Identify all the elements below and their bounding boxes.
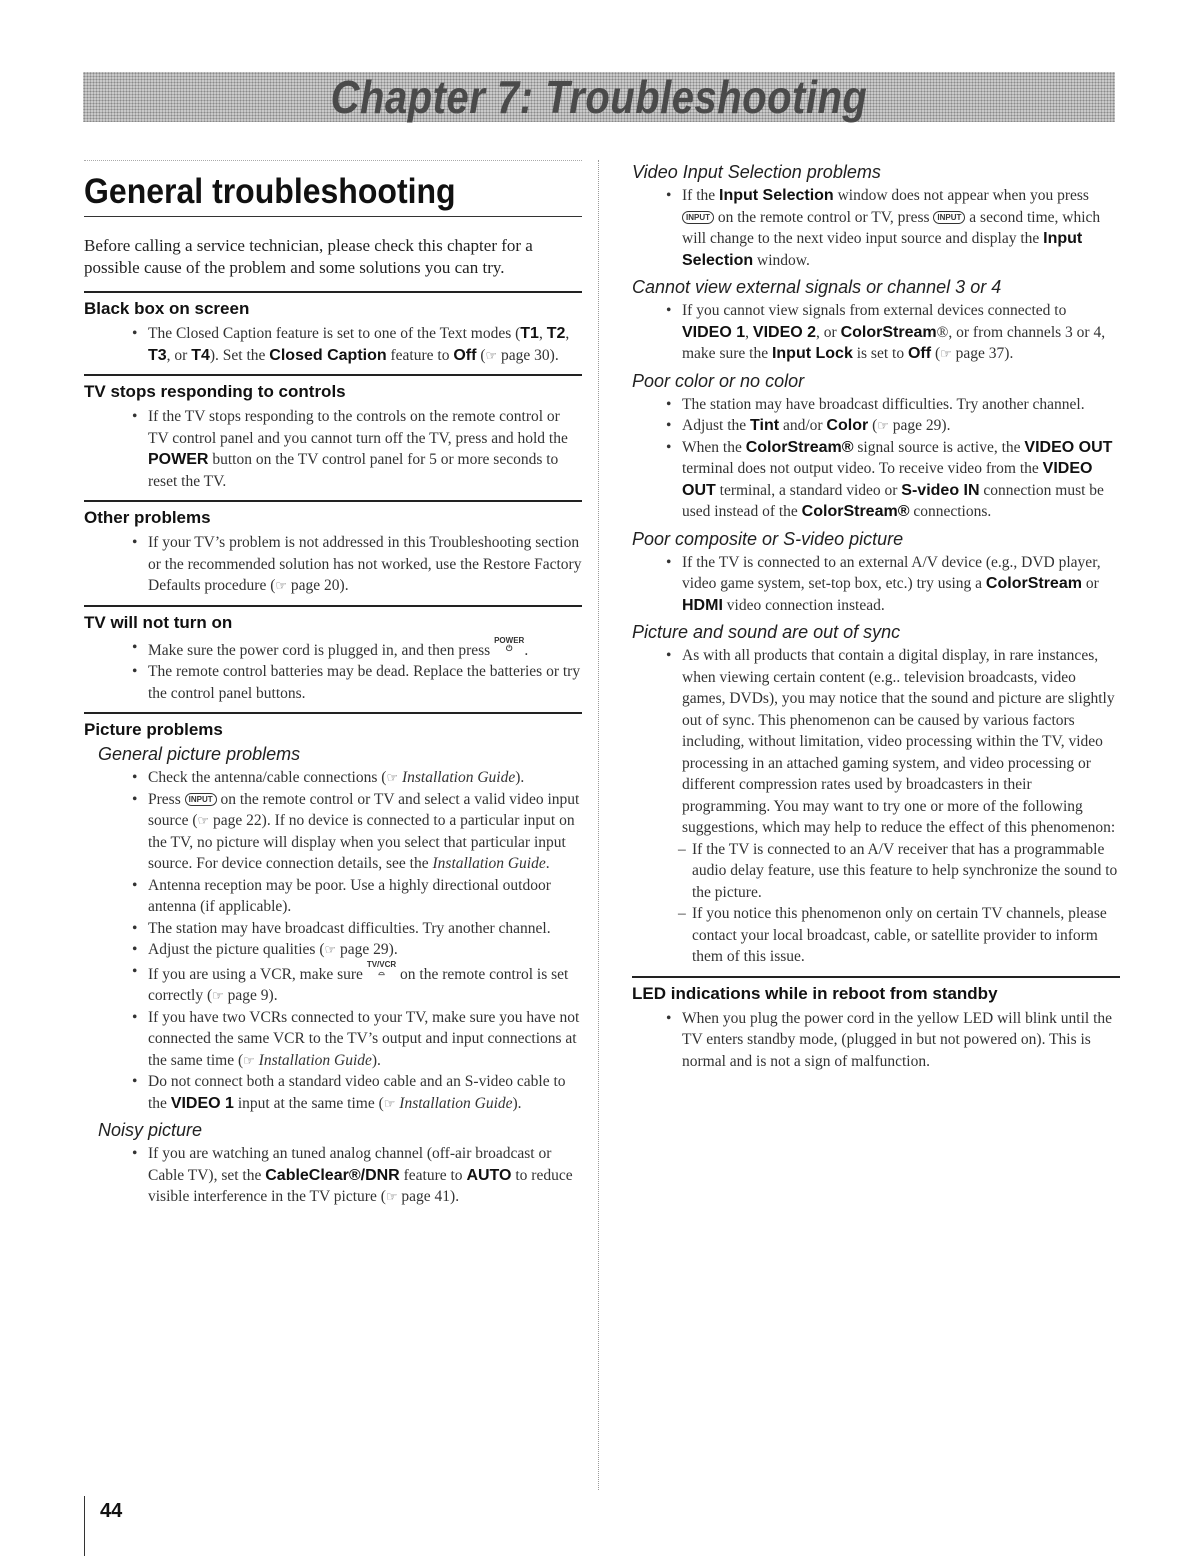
reference-icon: ☞: [243, 1052, 255, 1068]
bullet-list: [632, 185, 1120, 271]
list-item: • Make sure the power cord is plugged in, and then press POWER ⏻ .: [148, 637, 582, 662]
section-heading: TV stops responding to controls: [84, 374, 582, 402]
page-title: General troubleshooting: [84, 171, 456, 211]
list-item: • If the Input Selection window does not appear when you press INPUT on the remote control or TV, press INPUT a second time, which will change to the next video input source and display the Input Selection window.: [682, 185, 1120, 271]
input-button-icon: INPUT: [185, 793, 217, 806]
list-item: • Adjust the Tint and/or Color (☞ page 29).: [682, 415, 1120, 437]
power-button-icon: POWER ⏻: [494, 635, 525, 653]
list-item: • When the ColorStream® signal source is active, the VIDEO OUT terminal does not output video. To receive video from the VIDEO OUT terminal, a standard video or S-video IN connection must be used instead of the ColorStream® connections.: [682, 437, 1120, 523]
subheading: Noisy picture: [98, 1120, 203, 1140]
subheading: Cannot view external signals or channel 3 or 4: [632, 277, 1002, 297]
reference-icon: ☞: [485, 347, 498, 363]
reference-icon: ☞: [324, 942, 337, 957]
list-item: • Antenna reception may be poor. Use a highly directional outdoor antenna (if applicable).: [148, 875, 582, 918]
page-number: 44: [100, 1500, 123, 1522]
section-not-turn-on: [84, 605, 582, 705]
bullet-list: [84, 532, 582, 597]
list-item: • The station may have broadcast difficulties. Try another channel.: [682, 394, 1120, 416]
bullet-list: [84, 406, 582, 492]
subheading: Poor composite or S-video picture: [632, 528, 904, 549]
tvvcr-button-icon: TV/VCR ⌓: [366, 959, 397, 977]
bullet-list: [84, 1143, 582, 1208]
list-item: • As with all products that contain a digital display, in rare instances, when viewing certain content (e.g.. television broadcasts, video games, DVDs), you may notice that the sound and picture are slightly out of sync. This phenomenon can be caused by various factors including, without limitation, video processing within the TV, video processing in an attached gaming system, and video processing or different compression rates used by broadcasters in their programming. You may want to try one or more of the following suggestions, which may help to reduce the effect of this phenomenon:: [682, 645, 1120, 839]
column-divider: [598, 160, 599, 1490]
list-item: • If you are watching an tuned analog channel (off-air broadcast or Cable TV), set the CableClear®/DNR feature to AUTO to reduce visible interference in the TV picture (☞ page 41).: [148, 1143, 582, 1208]
bullet-list: [632, 552, 1120, 617]
reference-icon: ☞: [385, 1189, 398, 1204]
reference-icon: ☞: [275, 578, 288, 593]
list-item: • Check the antenna/cable connections (☞ Installation Guide).: [148, 767, 582, 789]
reference-icon: ☞: [386, 770, 399, 785]
list-item: • If you cannot view signals from external devices connected to VIDEO 1, VIDEO 2, or ColorStream®, or from channels 3 or 4, make sure the Input Lock is set to Off (☞ page 37).: [682, 300, 1120, 365]
reference-icon: ☞: [212, 988, 224, 1003]
bullet-list: [632, 394, 1120, 523]
reference-icon: ☞: [197, 813, 210, 828]
list-item: • The Closed Caption feature is set to one of the Text modes (T1, T2, T3, or T4). Set the Closed Caption feature to Off (☞ page 30).: [148, 323, 582, 366]
list-item: • If the TV is connected to an external A/V device (e.g., DVD player, video game system, set-top box, etc.) try using a ColorStream or HDMI video connection instead.: [682, 552, 1120, 617]
title-rule: [84, 216, 582, 217]
bullet-list: [84, 767, 582, 1114]
list-item: • If your TV’s problem is not addressed in this Troubleshooting section or the recommended solution has not worked, use the Restore Factory Defaults procedure (☞ page 20).: [148, 532, 582, 597]
right-column: [632, 160, 1120, 1078]
bullet-list: [632, 645, 1120, 968]
section-heading: Picture problems: [84, 712, 582, 740]
list-item: • If the TV stops responding to the controls on the remote control or TV control panel and you cannot turn off the TV, press and hold the POWER button on the TV control panel for 5 or more seconds to reset the TV.: [148, 406, 582, 492]
section-heading: Black box on screen: [84, 291, 582, 319]
intro-paragraph: Before calling a service technician, please check this chapter for a possible cause of the problem and some solutions you can try.: [84, 236, 533, 277]
list-item: • The station may have broadcast difficulties. Try another channel.: [148, 918, 582, 940]
list-item: • Adjust the picture qualities (☞ page 29).: [148, 939, 582, 961]
reference-icon: ☞: [877, 418, 889, 433]
reference-icon: ☞: [940, 346, 952, 361]
section-heading: TV will not turn on: [84, 605, 582, 633]
bullet-list: [84, 323, 582, 366]
left-column: [84, 160, 582, 1214]
subheading: Poor color or no color: [632, 370, 805, 391]
subheading: General picture problems: [98, 744, 301, 764]
subheading: Video Input Selection problems: [632, 162, 881, 182]
page-number-bar: [84, 1496, 85, 1556]
list-item: – If the TV is connected to an A/V receiver that has a programmable audio delay feature, use this feature to help synchronize the sound to the picture.: [692, 839, 1120, 904]
list-item: • If you are using a VCR, make sure TV/VCR ⌓ on the remote control is set correctly (☞ page 9).: [148, 961, 582, 1007]
section-black-box: [84, 291, 582, 366]
section-heading: LED indications while in reboot from standby: [632, 976, 1120, 1004]
bullet-list: [84, 637, 582, 705]
chapter-banner: [83, 72, 1115, 122]
list-item: • Press INPUT on the remote control or TV and select a valid video input source (☞ page 22). If no device is connected to a particular input on the TV, no picture will display when you select that particular input source. For device connection details, see the Installation Guide.: [148, 789, 582, 875]
chapter-title: Chapter 7: Troubleshooting: [330, 72, 868, 124]
section-picture: [84, 712, 582, 1208]
top-rule: [84, 160, 582, 161]
list-item: • When you plug the power cord in the yellow LED will blink until the TV enters standby mode, (plugged in but not powered on). This is normal and is not a sign of malfunction.: [682, 1008, 1120, 1073]
section-tv-stops: [84, 374, 582, 492]
section-led: [632, 976, 1120, 1073]
list-item: • If you have two VCRs connected to your TV, make sure you have not connected the same VCR to the TV’s output and input connections at the same time (☞ Installation Guide).: [148, 1007, 582, 1072]
section-other: [84, 500, 582, 597]
reference-icon: ☞: [383, 1095, 396, 1111]
bullet-list: [632, 300, 1120, 365]
section-heading: Other problems: [84, 500, 582, 528]
list-item: • Do not connect both a standard video cable and an S-video cable to the VIDEO 1 input at the same time (☞ Installation Guide).: [148, 1071, 582, 1114]
list-item: – If you notice this phenomenon only on certain TV channels, please contact your local broadcast, cable, or satellite provider to inform them of this issue.: [692, 903, 1120, 968]
input-button-icon: INPUT: [682, 211, 714, 224]
bullet-list: [632, 1008, 1120, 1073]
list-item: • The remote control batteries may be dead. Replace the batteries or try the control panel buttons.: [148, 661, 582, 704]
subheading: Picture and sound are out of sync: [632, 622, 901, 642]
input-button-icon: INPUT: [933, 211, 965, 224]
